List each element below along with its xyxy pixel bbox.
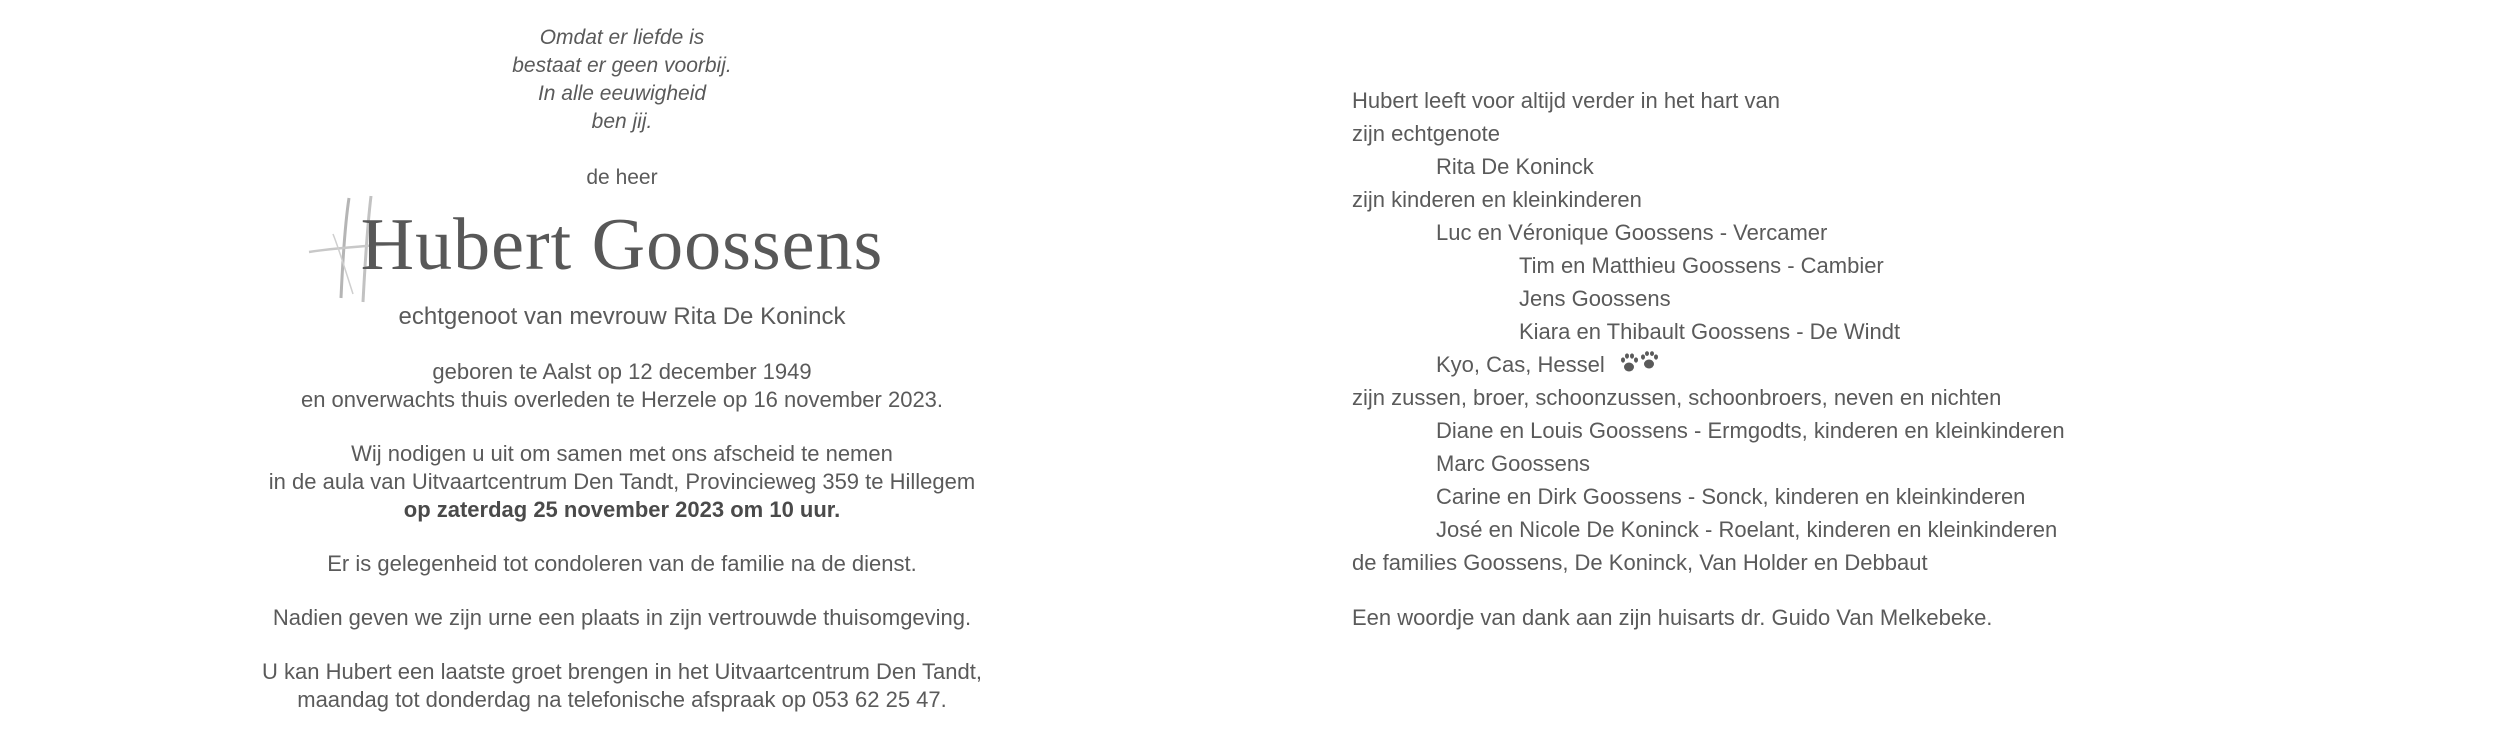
visitation-block xyxy=(160,658,1084,714)
poem-line: In alle eeuwigheid xyxy=(537,82,707,105)
invitation-date: op zaterdag 25 november 2023 om 10 uur. xyxy=(403,497,841,522)
sibling-entry: Marc Goossens xyxy=(1436,451,1591,476)
urn-line: Nadien geven we zijn urne een plaats in zijn vertrouwde thuisomgeving. xyxy=(272,605,972,630)
pets-names: Kyo, Cas, Hessel xyxy=(1436,352,1605,377)
poem xyxy=(160,24,1084,136)
poem-line: ben jij. xyxy=(591,110,653,133)
condolence-line: Er is gelegenheid tot condoleren van de familie na de dienst. xyxy=(327,551,917,576)
invitation-location: in de aula van Uitvaartcentrum Den Tandt, Provincieweg 359 te Hillegem xyxy=(268,469,976,494)
visitation-phone-line: maandag tot donderdag na telefonische afspraak op 053 62 25 47. xyxy=(297,687,947,712)
spouse-line: echtgenoot van mevrouw Rita De Koninck xyxy=(398,303,846,330)
children-heading: zijn kinderen en kleinkinderen xyxy=(1352,187,1642,212)
siblings-heading: zijn zussen, broer, schoonzussen, schoonbroers, neven en nichten xyxy=(1352,385,2002,410)
grandchild-entry: Tim en Matthieu Goossens - Cambier xyxy=(1519,253,1884,278)
sibling-entry: Carine en Dirk Goossens - Sonck, kinderen en kleinkinderen xyxy=(1436,484,2026,509)
sibling-entry: José en Nicole De Koninck - Roelant, kinderen en kleinkinderen xyxy=(1436,517,2058,542)
pets-entry xyxy=(1352,348,2452,381)
wife-heading: zijn echtgenote xyxy=(1352,121,1500,146)
sibling-entry: Diane en Louis Goossens - Ermgodts, kinderen en kleinkinderen xyxy=(1436,418,2065,443)
poem-line: bestaat er geen voorbij. xyxy=(512,54,732,77)
deceased-name: Hubert Goossens xyxy=(360,204,884,286)
name-prefix: de heer xyxy=(586,166,658,189)
death-notice-right-column xyxy=(1352,84,2452,634)
grandchild-entry: Jens Goossens xyxy=(1519,286,1671,311)
birth-line: geboren te Aalst op 12 december 1949 xyxy=(432,359,812,384)
grandchild-entry: Kiara en Thibault Goossens - De Windt xyxy=(1519,319,1901,344)
child-entry: Luc en Véronique Goossens - Vercamer xyxy=(1436,220,1828,245)
thanks-line: Een woordje van dank aan zijn huisarts dr. Guido Van Melkebeke. xyxy=(1352,605,1993,630)
poem-line: Omdat er liefde is xyxy=(539,26,705,49)
remembrance-intro: Hubert leeft voor altijd verder in het hart van xyxy=(1352,88,1781,113)
visitation-line: U kan Hubert een laatste groet brengen in het Uitvaartcentrum Den Tandt, xyxy=(262,659,982,684)
invitation-line: Wij nodigen u uit om samen met ons afscheid te nemen xyxy=(351,441,893,466)
death-line: en onverwachts thuis overleden te Herzele op 16 november 2023. xyxy=(300,387,944,412)
funeral-invitation-block xyxy=(160,440,1084,524)
paw-prints-icon xyxy=(1619,351,1661,375)
families-line: de families Goossens, De Koninck, Van Holder en Debbaut xyxy=(1352,550,1928,575)
birth-death-block xyxy=(160,358,1084,414)
deceased-name-block xyxy=(361,200,884,290)
wife-name: Rita De Koninck xyxy=(1436,154,1594,179)
death-notice-left-column xyxy=(160,24,1084,714)
